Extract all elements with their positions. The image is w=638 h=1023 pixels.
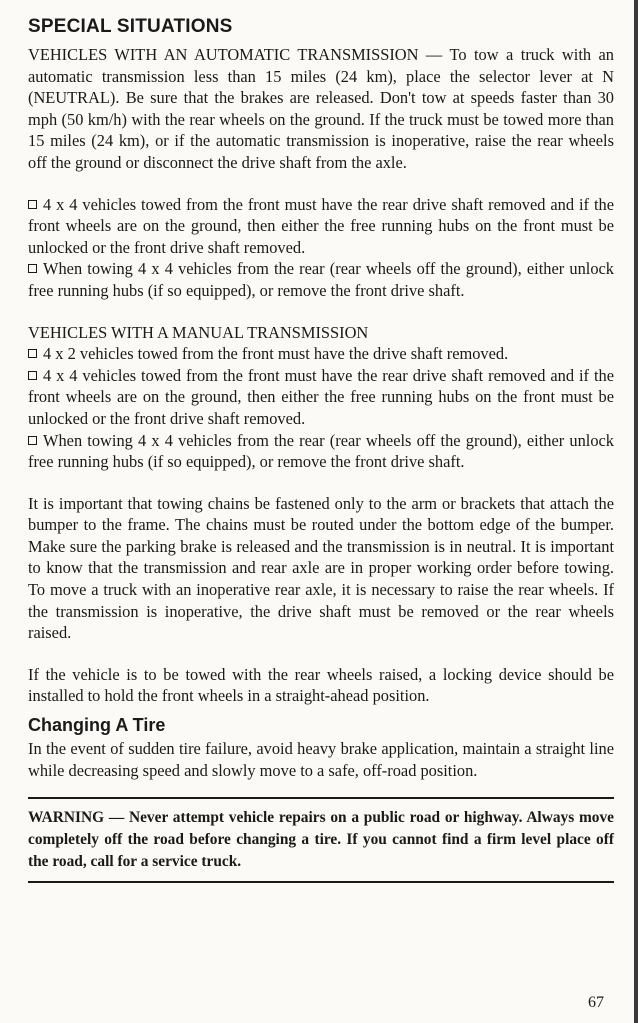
changing-tire-paragraph: In the event of sudden tire failure, avoid heavy brake application, maintain a straight line while decreasing speed and slowly move to a safe, off-road position. xyxy=(28,739,614,780)
manual-transmission-heading: VEHICLES WITH A MANUAL TRANSMISSION xyxy=(28,322,369,342)
warning-text: WARNING — Never attempt vehicle repairs on a public road or highway. Always move completely off the road before changing a tire. If you cannot find a firm level place off the road, call for a service truck. xyxy=(28,809,614,871)
manual-item-1: 4 x 2 vehicles towed from the front must have the drive shaft removed. xyxy=(28,343,614,365)
checkbox-bullet-icon xyxy=(28,349,37,358)
automatic-transmission-paragraph: VEHICLES WITH AN AUTOMATIC TRANSMISSION — To tow a truck with an automatic transmission less than 15 miles (24 km), place the selector lever at N (NEUTRAL). Be sure that the brakes are released. Don't tow at speeds faster than 30 mph (50 km/h) with the rear wheels on the ground. If the truck must be towed more than 15 miles (24 km), or if the automatic transmission is inoperative, raise the rear wheels off the ground or disconnect the drive shaft from the axle. xyxy=(28,45,614,172)
checkbox-bullet-icon xyxy=(28,436,37,445)
locking-device-paragraph: If the vehicle is to be towed with the rear wheels raised, a locking device should be installed to hold the front wheels in a straight-ahead position. xyxy=(28,664,614,706)
changing-tire-heading: Changing A Tire xyxy=(28,715,166,736)
checkbox-bullet-icon xyxy=(28,371,37,380)
checkbox-bullet-icon xyxy=(28,264,37,273)
section-heading: SPECIAL SITUATIONS xyxy=(28,16,233,37)
checkbox-bullet-icon xyxy=(28,200,37,209)
manual-item-3: When towing 4 x 4 vehicles from the rear (rear wheels off the ground), either unlock free running hubs (if so equipped), or remove the front drive shaft. xyxy=(28,430,614,472)
manual-item-2: 4 x 4 vehicles towed from the front must have the rear drive shaft removed and if the front wheels are on the ground, then either the free running hubs on the front must be unlocked or the front drive shaft removed. xyxy=(28,365,614,428)
towing-chains-paragraph: It is important that towing chains be fastened only to the arm or brackets that attach the bumper to the frame. The chains must be routed under the bottom edge of the bumper. Make sure the parking brake is released and the transmission is in neutral. It is important to know that the transmission and rear axle are in proper working order before towing. To move a truck with an inoperative rear axle, it is necessary to raise the rear wheels. If the transmission is inoperative, the drive shaft must be removed or the rear wheels raised. xyxy=(28,493,614,643)
page-edge xyxy=(634,0,638,1023)
page-number: 67 xyxy=(588,994,604,1011)
manual-page xyxy=(28,16,614,883)
automatic-item-2: When towing 4 x 4 vehicles from the rear (rear wheels off the ground), either unlock free running hubs (if so equipped), or remove the front drive shaft. xyxy=(28,259,614,300)
warning-box xyxy=(28,797,614,883)
automatic-item-1: 4 x 4 vehicles towed from the front must have the rear drive shaft removed and if the front wheels are on the ground, then either the free running hubs on the front must be unlocked or the front drive shaft removed. xyxy=(28,194,614,257)
